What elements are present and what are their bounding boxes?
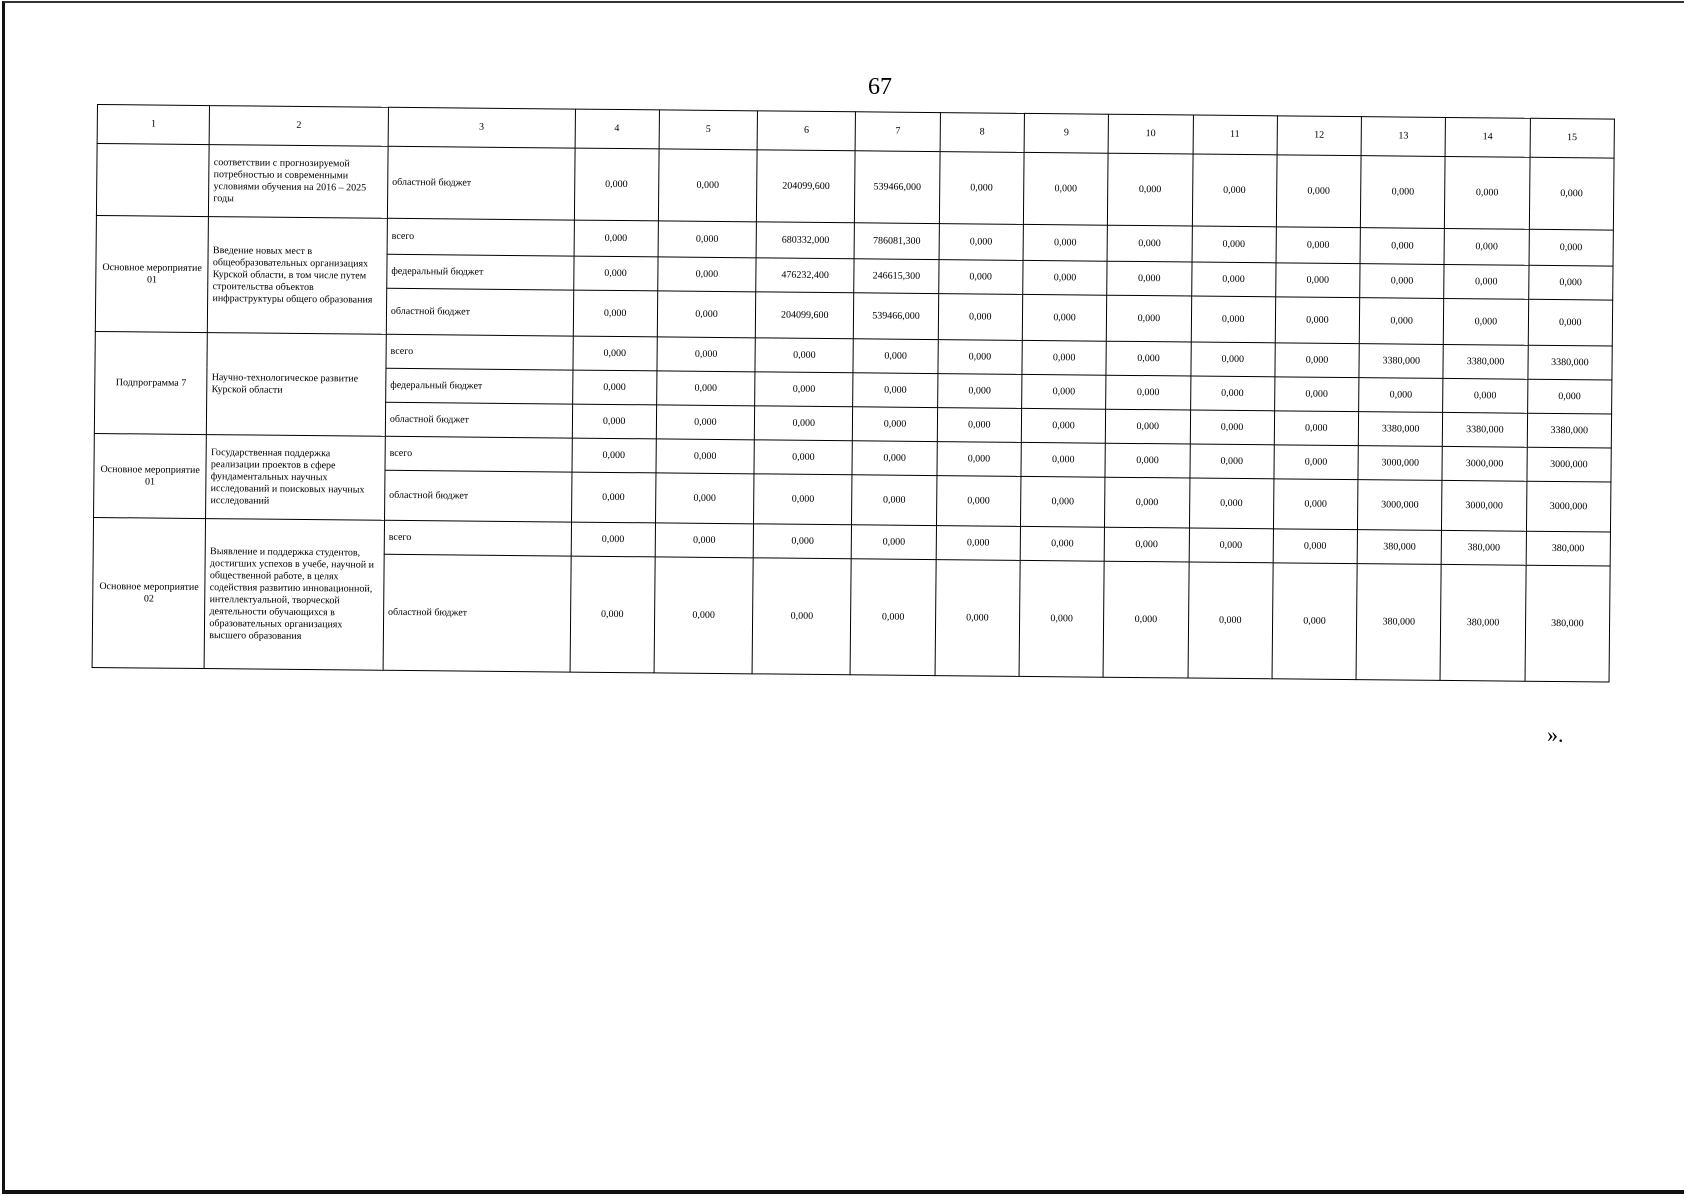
value-cell: 0,000 bbox=[657, 291, 756, 338]
value-cell: 380,000 bbox=[1441, 530, 1526, 565]
value-cell: 539466,000 bbox=[855, 151, 940, 224]
value-cell: 0,000 bbox=[939, 224, 1024, 261]
value-cell: 3380,000 bbox=[1527, 345, 1612, 380]
value-cell: 786081,300 bbox=[854, 223, 939, 260]
value-cell: 0,000 bbox=[1022, 340, 1107, 375]
value-cell: 0,000 bbox=[1108, 153, 1193, 226]
value-cell: 0,000 bbox=[1360, 156, 1445, 229]
value-cell: 3380,000 bbox=[1443, 344, 1528, 379]
value-cell: 0,000 bbox=[936, 526, 1021, 561]
column-header: 3 bbox=[388, 107, 575, 148]
value-cell: 476232,400 bbox=[756, 258, 855, 293]
value-cell: 0,000 bbox=[1023, 224, 1108, 261]
value-cell: 0,000 bbox=[1022, 294, 1107, 341]
value-cell: 0,000 bbox=[1106, 409, 1191, 444]
value-cell: 0,000 bbox=[852, 441, 937, 476]
value-cell: 380,000 bbox=[1356, 564, 1441, 681]
value-cell: 3000,000 bbox=[1526, 481, 1611, 532]
value-cell: 0,000 bbox=[1275, 297, 1360, 344]
funding-source-cell: федеральный бюджет bbox=[386, 368, 573, 404]
value-cell: 3000,000 bbox=[1527, 447, 1612, 482]
value-cell: 680332,000 bbox=[756, 222, 855, 259]
value-cell: 0,000 bbox=[1272, 563, 1357, 680]
value-cell: 0,000 bbox=[654, 557, 753, 674]
value-cell: 0,000 bbox=[573, 336, 658, 371]
value-cell: 0,000 bbox=[1107, 261, 1192, 296]
value-cell: 0,000 bbox=[1359, 378, 1444, 413]
program-name-cell: Введение новых мест в общеобразовательных организациях Курской области, в том числе путем строительства объектов инфраструктуры общего образования bbox=[208, 217, 388, 335]
value-cell: 0,000 bbox=[571, 522, 656, 557]
value-cell: 0,000 bbox=[1189, 444, 1274, 479]
value-cell: 0,000 bbox=[1022, 374, 1107, 409]
value-cell: 0,000 bbox=[1276, 227, 1361, 264]
program-name-cell: соответствии с прогнозируемой потребностью и современными условиями обучения на 2016 – 2025 годы bbox=[209, 145, 388, 219]
funding-source-cell: областной бюджет bbox=[386, 288, 573, 336]
value-cell: 0,000 bbox=[656, 371, 755, 406]
funding-source-cell: всего bbox=[384, 520, 571, 556]
value-cell: 0,000 bbox=[852, 475, 937, 526]
value-cell: 3000,000 bbox=[1442, 480, 1527, 531]
program-name-cell: Научно-технологическое развитие Курской области bbox=[207, 333, 387, 437]
value-cell: 0,000 bbox=[753, 524, 852, 559]
value-cell: 0,000 bbox=[573, 256, 658, 291]
value-cell: 0,000 bbox=[1444, 298, 1529, 345]
value-cell: 0,000 bbox=[1192, 226, 1277, 263]
value-cell: 0,000 bbox=[655, 473, 754, 524]
column-header: 9 bbox=[1024, 113, 1109, 153]
funding-source-cell: федеральный бюджет bbox=[387, 254, 574, 290]
value-cell: 0,000 bbox=[1276, 155, 1361, 228]
value-cell: 0,000 bbox=[937, 374, 1022, 409]
column-header: 10 bbox=[1108, 114, 1193, 154]
value-cell: 0,000 bbox=[1529, 157, 1614, 230]
value-cell: 0,000 bbox=[1273, 529, 1358, 564]
value-cell: 0,000 bbox=[755, 338, 854, 373]
value-cell: 0,000 bbox=[1443, 378, 1528, 413]
value-cell: 0,000 bbox=[1106, 341, 1191, 376]
program-code-cell: Подпрограмма 7 bbox=[94, 331, 207, 434]
value-cell: 0,000 bbox=[1275, 343, 1360, 378]
value-cell: 380,000 bbox=[1526, 531, 1611, 566]
value-cell: 0,000 bbox=[572, 438, 657, 473]
value-cell: 0,000 bbox=[936, 476, 1021, 527]
column-header: 12 bbox=[1277, 116, 1362, 156]
value-cell: 0,000 bbox=[752, 558, 851, 675]
value-cell: 0,000 bbox=[1107, 225, 1192, 262]
program-name-cell: Государственная поддержка реализации проектов в сфере фундаментальных научных исследований и поисковых научных исследований bbox=[206, 435, 385, 521]
column-header: 1 bbox=[97, 105, 210, 145]
value-cell: 0,000 bbox=[656, 439, 755, 474]
value-cell: 0,000 bbox=[937, 408, 1022, 443]
value-cell: 3000,000 bbox=[1442, 446, 1527, 481]
value-cell: 0,000 bbox=[1105, 477, 1190, 528]
budget-table bbox=[92, 104, 1615, 683]
value-cell: 380,000 bbox=[1357, 530, 1442, 565]
value-cell: 0,000 bbox=[1190, 376, 1275, 411]
value-cell: 0,000 bbox=[1359, 298, 1444, 345]
value-cell: 0,000 bbox=[1275, 263, 1360, 298]
value-cell: 0,000 bbox=[935, 560, 1020, 677]
value-cell: 3380,000 bbox=[1443, 412, 1528, 447]
funding-source-cell: всего bbox=[386, 334, 573, 370]
funding-source-cell: областной бюджет bbox=[387, 146, 574, 220]
value-cell: 0,000 bbox=[1188, 562, 1273, 679]
value-cell: 0,000 bbox=[572, 370, 657, 405]
program-name-cell: Выявление и поддержка студентов, достигших успехов в учебе, научной и общественной работе, в целях содействия развитию инновационной, интеллектуальной, творческой деятельности обучающихся в образовательных организациях высшего образования bbox=[204, 519, 384, 671]
value-cell: 0,000 bbox=[1021, 442, 1106, 477]
program-code-cell: Основное мероприятие 02 bbox=[92, 517, 206, 668]
column-header: 2 bbox=[209, 106, 388, 147]
value-cell: 0,000 bbox=[655, 523, 754, 558]
table-body bbox=[92, 144, 1614, 683]
value-cell: 246615,300 bbox=[854, 259, 939, 294]
value-cell: 380,000 bbox=[1440, 564, 1525, 681]
value-cell: 0,000 bbox=[574, 220, 659, 257]
value-cell: 0,000 bbox=[755, 372, 854, 407]
column-header: 15 bbox=[1530, 118, 1615, 158]
value-cell: 0,000 bbox=[938, 260, 1023, 295]
value-cell: 0,000 bbox=[852, 525, 937, 560]
value-cell: 0,000 bbox=[570, 556, 655, 673]
value-cell: 0,000 bbox=[853, 373, 938, 408]
column-header: 14 bbox=[1445, 117, 1530, 157]
value-cell: 0,000 bbox=[574, 148, 659, 221]
value-cell: 0,000 bbox=[658, 221, 757, 258]
value-cell: 0,000 bbox=[1023, 152, 1108, 225]
page-number: 67 bbox=[868, 74, 892, 100]
table-container bbox=[92, 104, 1615, 683]
funding-source-cell: всего bbox=[385, 436, 572, 472]
value-cell: 0,000 bbox=[1021, 408, 1106, 443]
value-cell: 0,000 bbox=[657, 337, 756, 372]
column-header: 4 bbox=[575, 109, 660, 149]
value-cell: 0,000 bbox=[1189, 528, 1274, 563]
value-cell: 0,000 bbox=[939, 152, 1024, 225]
closing-quote: ». bbox=[1547, 722, 1564, 747]
value-cell: 3380,000 bbox=[1359, 344, 1444, 379]
value-cell: 0,000 bbox=[1191, 262, 1276, 297]
value-cell: 0,000 bbox=[658, 149, 757, 222]
funding-source-cell: областной бюджет bbox=[385, 402, 572, 438]
value-cell: 0,000 bbox=[937, 442, 1022, 477]
value-cell: 0,000 bbox=[658, 257, 757, 292]
value-cell: 0,000 bbox=[1190, 342, 1275, 377]
column-header: 7 bbox=[856, 112, 941, 152]
value-cell: 0,000 bbox=[1019, 560, 1104, 677]
value-cell: 0,000 bbox=[1274, 445, 1359, 480]
value-cell: 0,000 bbox=[850, 559, 935, 676]
value-cell: 0,000 bbox=[656, 405, 755, 440]
value-cell: 0,000 bbox=[1273, 479, 1358, 530]
column-header: 8 bbox=[940, 113, 1025, 153]
value-cell: 0,000 bbox=[1106, 375, 1191, 410]
value-cell: 0,000 bbox=[1445, 156, 1530, 229]
value-cell: 0,000 bbox=[1528, 265, 1613, 300]
value-cell: 0,000 bbox=[1105, 443, 1190, 478]
value-cell: 3000,000 bbox=[1358, 480, 1443, 531]
value-cell: 0,000 bbox=[853, 407, 938, 442]
value-cell: 0,000 bbox=[1529, 229, 1614, 266]
value-cell: 0,000 bbox=[938, 340, 1023, 375]
value-cell: 204099,600 bbox=[755, 292, 854, 339]
value-cell: 0,000 bbox=[1191, 296, 1276, 343]
funding-source-cell: всего bbox=[387, 218, 574, 256]
value-cell: 0,000 bbox=[938, 294, 1023, 341]
value-cell: 0,000 bbox=[1360, 228, 1445, 265]
value-cell: 204099,600 bbox=[757, 150, 856, 223]
value-cell: 0,000 bbox=[1103, 561, 1188, 678]
value-cell: 0,000 bbox=[1107, 295, 1192, 342]
value-cell: 3380,000 bbox=[1358, 412, 1443, 447]
value-cell: 0,000 bbox=[1020, 476, 1105, 527]
value-cell: 0,000 bbox=[853, 339, 938, 374]
funding-source-cell: областной бюджет bbox=[383, 554, 571, 672]
column-header: 6 bbox=[757, 111, 856, 151]
value-cell: 380,000 bbox=[1525, 565, 1611, 682]
value-cell: 0,000 bbox=[1023, 260, 1108, 295]
value-cell: 0,000 bbox=[1192, 154, 1277, 227]
value-cell: 3380,000 bbox=[1527, 413, 1612, 448]
value-cell: 0,000 bbox=[754, 474, 853, 525]
value-cell: 539466,000 bbox=[854, 293, 939, 340]
value-cell: 0,000 bbox=[1104, 527, 1189, 562]
value-cell: 0,000 bbox=[1528, 299, 1613, 346]
program-code-cell: Основное мероприятие 01 bbox=[95, 215, 208, 332]
value-cell: 0,000 bbox=[573, 290, 658, 337]
value-cell: 0,000 bbox=[1274, 411, 1359, 446]
value-cell: 0,000 bbox=[1274, 377, 1359, 412]
column-header: 13 bbox=[1361, 117, 1446, 157]
funding-source-cell: областной бюджет bbox=[384, 470, 571, 522]
value-cell: 0,000 bbox=[1189, 478, 1274, 529]
column-header: 11 bbox=[1193, 115, 1278, 155]
value-cell: 0,000 bbox=[571, 472, 656, 523]
value-cell: 0,000 bbox=[1020, 526, 1105, 561]
program-code-cell: Основное мероприятие 01 bbox=[94, 433, 207, 518]
value-cell: 0,000 bbox=[1444, 264, 1529, 299]
value-cell: 0,000 bbox=[572, 404, 657, 439]
value-cell: 0,000 bbox=[1360, 264, 1445, 299]
value-cell: 0,000 bbox=[754, 406, 853, 441]
value-cell: 0,000 bbox=[754, 440, 853, 475]
value-cell: 0,000 bbox=[1527, 379, 1612, 414]
value-cell: 3000,000 bbox=[1358, 446, 1443, 481]
value-cell: 0,000 bbox=[1190, 410, 1275, 445]
column-header: 5 bbox=[659, 110, 758, 150]
value-cell: 0,000 bbox=[1444, 228, 1529, 265]
program-code-cell bbox=[96, 144, 209, 217]
